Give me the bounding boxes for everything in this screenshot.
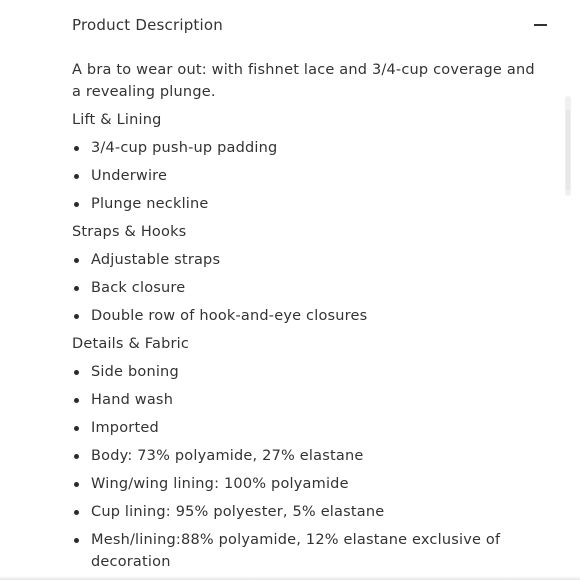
list-item: [72, 417, 542, 439]
list-item: [72, 277, 542, 299]
description-content: [72, 59, 542, 573]
list-item: [72, 445, 542, 467]
scrollbar-thumb[interactable]: [566, 110, 570, 190]
section-heading: Straps & Hooks: [72, 224, 187, 240]
spec-list: [72, 249, 542, 327]
list-item: [72, 137, 542, 159]
list-item-text: Imported: [91, 420, 159, 436]
minus-icon[interactable]: [534, 24, 547, 26]
list-item-text: Hand wash: [91, 392, 174, 408]
bullet-icon: [74, 426, 79, 431]
list-item: [72, 473, 542, 495]
list-item: [72, 501, 542, 523]
bullet-icon: [74, 398, 79, 403]
bullet-icon: [74, 286, 79, 291]
list-item-text: 3/4-cup push-up padding: [91, 140, 278, 156]
bullet-icon: [74, 482, 79, 487]
list-item: [72, 165, 542, 187]
list-item: [72, 305, 542, 327]
accordion-header[interactable]: [72, 14, 552, 36]
list-item: [72, 249, 542, 271]
bottom-divider: [0, 576, 580, 580]
spec-list: [72, 361, 542, 573]
list-item-text: Body: 73% polyamide, 27% elastane: [91, 448, 364, 464]
accordion-title: Product Description: [72, 16, 223, 34]
section-heading: Lift & Lining: [72, 112, 162, 128]
spec-list: [72, 137, 542, 215]
bullet-icon: [74, 538, 79, 543]
list-item-text: Cup lining: 95% polyester, 5% elastane: [91, 504, 385, 520]
list-item: [72, 529, 542, 573]
list-item-text: Back closure: [91, 280, 186, 296]
bullet-icon: [74, 174, 79, 179]
section-details-fabric: [72, 333, 542, 573]
bullet-icon: [74, 146, 79, 151]
list-item-text: Double row of hook-and-eye closures: [91, 308, 368, 324]
bullet-icon: [74, 454, 79, 459]
bullet-icon: [74, 510, 79, 515]
list-item-text: Plunge neckline: [91, 196, 209, 212]
bullet-icon: [74, 258, 79, 263]
list-item: [72, 193, 542, 215]
bullet-icon: [74, 370, 79, 375]
list-item-text: Wing/wing lining: 100% polyamide: [91, 476, 349, 492]
list-item-text: Adjustable straps: [91, 252, 221, 268]
bullet-icon: [74, 314, 79, 319]
list-item-text: Side boning: [91, 364, 179, 380]
section-lift-lining: [72, 109, 542, 215]
list-item-text: Underwire: [91, 168, 168, 184]
description-intro: A bra to wear out: with fishnet lace and 3/4-cup coverage and a revealing plunge.: [72, 62, 535, 100]
bullet-icon: [74, 202, 79, 207]
list-item-text: Mesh/lining:88% polyamide, 12% elastane exclusive of decoration: [91, 532, 501, 570]
section-heading: Details & Fabric: [72, 336, 190, 352]
section-straps-hooks: [72, 221, 542, 327]
list-item: [72, 389, 542, 411]
list-item: [72, 361, 542, 383]
